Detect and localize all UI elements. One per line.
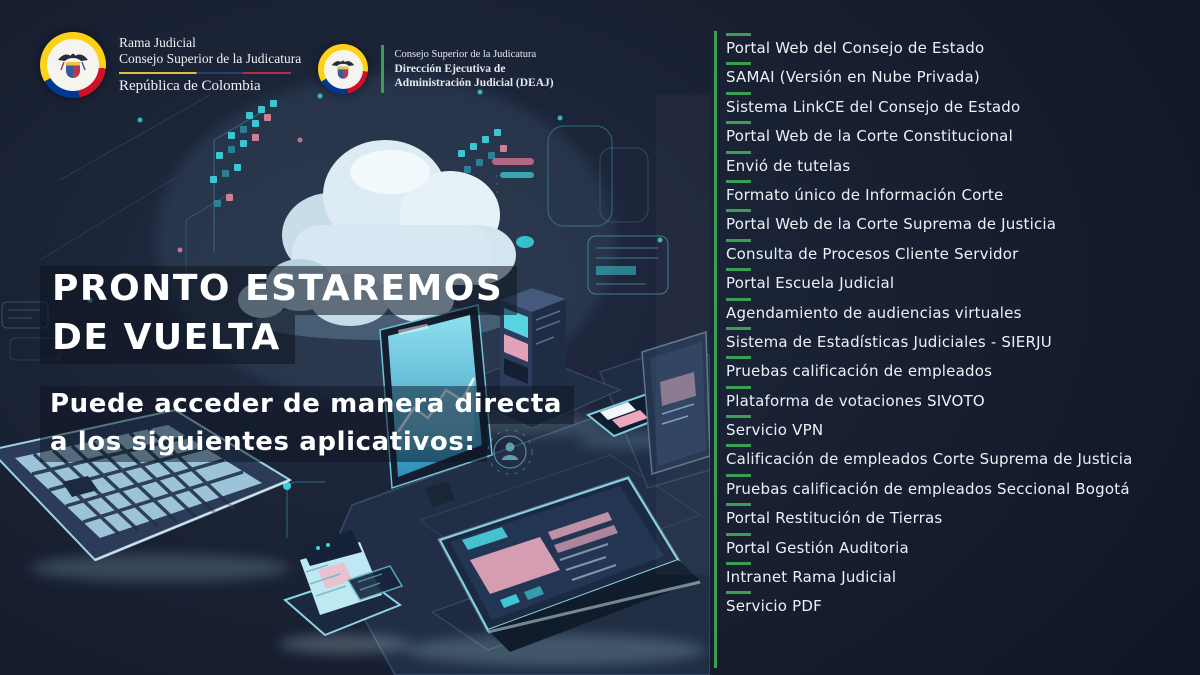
app-link-item[interactable]: Pruebas calificación de empleados xyxy=(726,356,1196,385)
app-link-item[interactable]: Plataforma de votaciones SIVOTO xyxy=(726,386,1196,415)
app-link-item[interactable]: Envió de tutelas xyxy=(726,151,1196,180)
logo1-country: República de Colombia xyxy=(119,78,261,95)
app-link-item[interactable]: Pruebas calificación de empleados Seccional Bogotá xyxy=(726,474,1196,503)
app-link-item[interactable]: Intranet Rama Judicial xyxy=(726,562,1196,591)
app-link-item[interactable]: Sistema LinkCE del Consejo de Estado xyxy=(726,92,1196,121)
page-title-line1: PRONTO ESTAREMOS xyxy=(40,266,517,315)
logo2-org-line3: Administración Judicial (DEAJ) xyxy=(394,77,554,89)
app-link-item[interactable]: Formato único de Información Corte xyxy=(726,180,1196,209)
logo2-org-line1: Consejo Superior de la Judicatura xyxy=(394,49,537,60)
item-accent-dash xyxy=(726,533,751,536)
app-link-item[interactable]: Portal Web de la Corte Constitucional xyxy=(726,121,1196,150)
app-list xyxy=(726,33,1196,621)
logo-rama-judicial xyxy=(40,32,301,98)
item-accent-dash xyxy=(726,92,751,95)
app-link-item[interactable]: Sistema de Estadísticas Judiciales - SIERJU xyxy=(726,327,1196,356)
logo2-green-divider xyxy=(381,45,384,93)
item-accent-dash xyxy=(726,444,751,447)
page-title xyxy=(40,266,517,364)
item-accent-dash xyxy=(726,151,751,154)
app-link-item[interactable]: Portal Restitución de Tierras xyxy=(726,503,1196,532)
app-link-item[interactable]: Agendamiento de audiencias virtuales xyxy=(726,298,1196,327)
logo2-org-line2: Dirección Ejecutiva de xyxy=(394,63,506,75)
app-links-panel xyxy=(714,31,1196,668)
item-accent-dash xyxy=(726,591,751,594)
app-link-item[interactable]: Consulta de Procesos Cliente Servidor xyxy=(726,239,1196,268)
logo1-org-line2: Consejo Superior de la Judicatura xyxy=(119,50,302,66)
app-link-item[interactable]: Portal Web del Consejo de Estado xyxy=(726,33,1196,62)
item-accent-dash xyxy=(726,503,751,506)
item-accent-dash xyxy=(726,62,751,65)
item-accent-dash xyxy=(726,239,751,242)
app-link-item[interactable]: Calificación de empleados Corte Suprema de Justicia xyxy=(726,444,1196,473)
item-accent-dash xyxy=(726,562,751,565)
colombia-coat-of-arms-icon xyxy=(40,32,106,98)
item-accent-dash xyxy=(726,298,751,301)
item-accent-dash xyxy=(726,121,751,124)
item-accent-dash xyxy=(726,474,751,477)
item-accent-dash xyxy=(726,180,751,183)
page-subtitle-line1: Puede acceder de manera directa xyxy=(40,386,574,424)
page-subtitle xyxy=(40,386,574,462)
item-accent-dash xyxy=(726,209,751,212)
flag-divider xyxy=(119,72,291,75)
app-link-item[interactable]: Portal Escuela Judicial xyxy=(726,268,1196,297)
page-title-line2: DE VUELTA xyxy=(40,315,295,364)
item-accent-dash xyxy=(726,327,751,330)
app-link-item[interactable]: Servicio VPN xyxy=(726,415,1196,444)
logo1-org-line1: Rama Judicial xyxy=(119,34,196,50)
item-accent-dash xyxy=(726,33,751,36)
item-accent-dash xyxy=(726,415,751,418)
page-subtitle-line2: a los siguientes aplicativos: xyxy=(40,424,487,462)
item-accent-dash xyxy=(726,356,751,359)
item-accent-dash xyxy=(726,268,751,271)
app-link-item[interactable]: Servicio PDF xyxy=(726,591,1196,620)
app-link-item[interactable]: Portal Gestión Auditoria xyxy=(726,533,1196,562)
item-accent-dash xyxy=(726,386,751,389)
app-link-item[interactable]: Portal Web de la Corte Suprema de Justicia xyxy=(726,209,1196,238)
logo-deaj xyxy=(318,44,554,94)
colombia-coat-of-arms-icon xyxy=(318,44,368,94)
app-link-item[interactable]: SAMAI (Versión en Nube Privada) xyxy=(726,62,1196,91)
